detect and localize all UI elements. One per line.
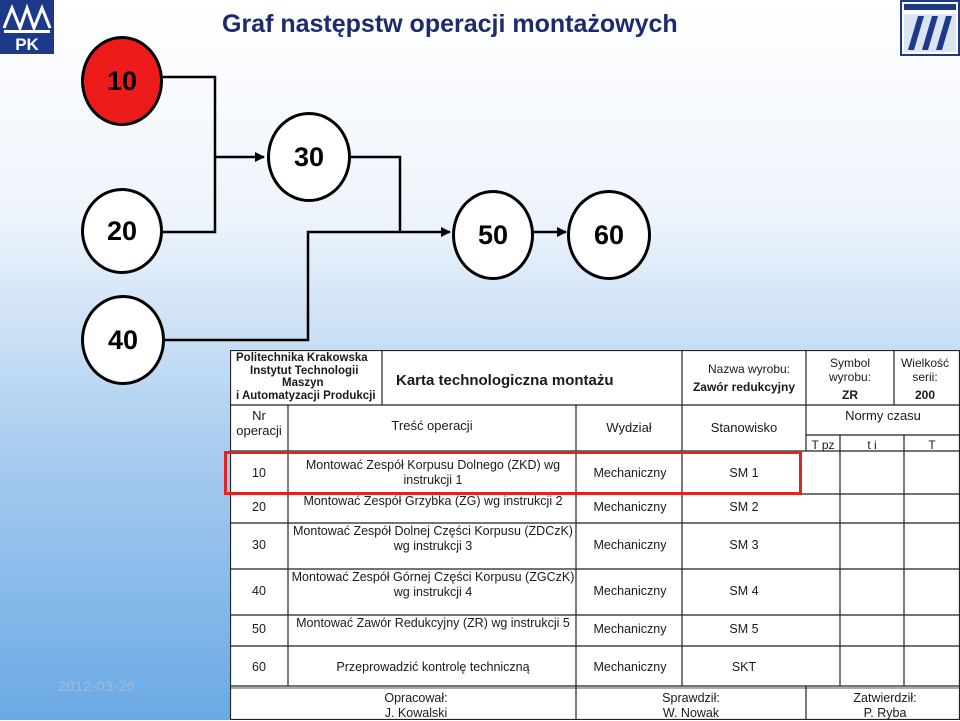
checked-by bbox=[626, 691, 756, 721]
institution-line: Instytut Technologii bbox=[250, 364, 359, 377]
card-institution bbox=[236, 352, 376, 402]
row-department: Mechaniczny bbox=[593, 584, 667, 598]
row-station: SM 5 bbox=[729, 622, 759, 636]
symbol-value: ZR bbox=[842, 388, 858, 402]
prepared-by bbox=[326, 691, 506, 721]
row-station: SKT bbox=[731, 660, 757, 674]
row-nr: 20 bbox=[252, 500, 266, 514]
row-department: Mechaniczny bbox=[593, 500, 667, 514]
row-department: Mechaniczny bbox=[593, 622, 667, 636]
col-dept-header: Wydział bbox=[606, 420, 652, 435]
row-operation: Przeprowadzić kontrolę techniczną bbox=[336, 660, 530, 674]
row-nr: 40 bbox=[252, 584, 266, 598]
footer-date: 2012-03-26 bbox=[58, 678, 135, 695]
node-label: 40 bbox=[107, 324, 139, 355]
node-label: 60 bbox=[593, 219, 625, 250]
col-op-header: Treść operacji bbox=[391, 418, 473, 433]
symbol-label: Symbol wyrobu: bbox=[828, 356, 872, 384]
institution-line: Politechnika Krakowska bbox=[236, 352, 368, 364]
row-department: Mechaniczny bbox=[593, 538, 667, 552]
institution-line: i Automatyzacji Produkcji bbox=[236, 389, 376, 402]
logo-text: PK bbox=[15, 35, 39, 54]
row-nr: 30 bbox=[252, 538, 266, 552]
row-operation: Montować Zespół Dolnej Części Korpusu (ZDCzK) wg instrukcji 3 bbox=[293, 524, 573, 553]
approved-by bbox=[830, 691, 940, 721]
product-label: Nazwa wyrobu: bbox=[707, 362, 791, 376]
row-department: Mechaniczny bbox=[593, 466, 667, 480]
node-label: 20 bbox=[106, 215, 138, 246]
edge-20-30 bbox=[163, 157, 215, 232]
technology-card bbox=[230, 350, 960, 720]
edge-40-50 bbox=[163, 232, 450, 340]
graph-node-60 bbox=[567, 190, 651, 280]
slide-title: Graf następstw operacji montażowych bbox=[222, 10, 678, 38]
row-station: SM 1 bbox=[729, 466, 759, 480]
row-nr: 60 bbox=[252, 660, 266, 674]
row-department: Mechaniczny bbox=[593, 660, 667, 674]
row-operation: Montować Zespół Grzybka (ZG) wg instrukcji 2 bbox=[303, 494, 563, 508]
card-title: Karta technologiczna montażu bbox=[396, 372, 614, 389]
checked-label: Sprawdził: bbox=[662, 691, 720, 705]
node-label: 10 bbox=[106, 65, 138, 96]
node-label: 50 bbox=[477, 219, 509, 250]
row-nr: 50 bbox=[252, 622, 266, 636]
series-value: 200 bbox=[914, 388, 936, 402]
row-nr: 10 bbox=[252, 466, 266, 480]
prepared-label: Opracował: bbox=[384, 691, 448, 705]
graph-node-30 bbox=[267, 112, 351, 202]
graph-node-50 bbox=[452, 190, 534, 280]
col-tpz-header: T pz bbox=[811, 438, 835, 452]
col-norms-header: Normy czasu bbox=[845, 408, 921, 423]
prepared-name: J. Kowalski bbox=[384, 706, 448, 720]
institution-line: Maszyn bbox=[282, 377, 324, 390]
col-nr-header: Nr operacji bbox=[236, 408, 282, 438]
col-station-header: Stanowisko bbox=[710, 420, 778, 435]
row-highlight-box bbox=[224, 451, 802, 495]
row-operation: Montować Zawór Redukcyjny (ZR) wg instrukcji 5 bbox=[296, 616, 570, 630]
graph-node-20 bbox=[81, 188, 163, 274]
approved-label: Zatwierdził: bbox=[853, 691, 917, 705]
product-value: Zawór redukcyjny bbox=[692, 380, 796, 394]
row-operation: Montować Zespół Górnej Części Korpusu (ZGCzK) wg instrukcji 4 bbox=[291, 570, 575, 599]
row-station: SM 3 bbox=[729, 538, 759, 552]
approved-name: P. Ryba bbox=[863, 706, 907, 720]
row-station: SM 4 bbox=[729, 584, 759, 598]
graph-node-10 bbox=[81, 36, 163, 126]
col-t-header: T bbox=[928, 438, 936, 452]
col-ti-header: t i bbox=[867, 438, 877, 452]
row-operation: Montować Zespół Korpusu Dolnego (ZKD) wg instrukcji 1 bbox=[305, 458, 561, 487]
node-label: 30 bbox=[293, 141, 325, 172]
edge-30-50 bbox=[350, 157, 400, 232]
edge-10-30 bbox=[163, 77, 264, 157]
row-station: SM 2 bbox=[729, 500, 759, 514]
checked-name: W. Nowak bbox=[662, 706, 720, 720]
series-label: Wielkość serii: bbox=[900, 356, 949, 384]
graph-node-40 bbox=[81, 295, 165, 385]
